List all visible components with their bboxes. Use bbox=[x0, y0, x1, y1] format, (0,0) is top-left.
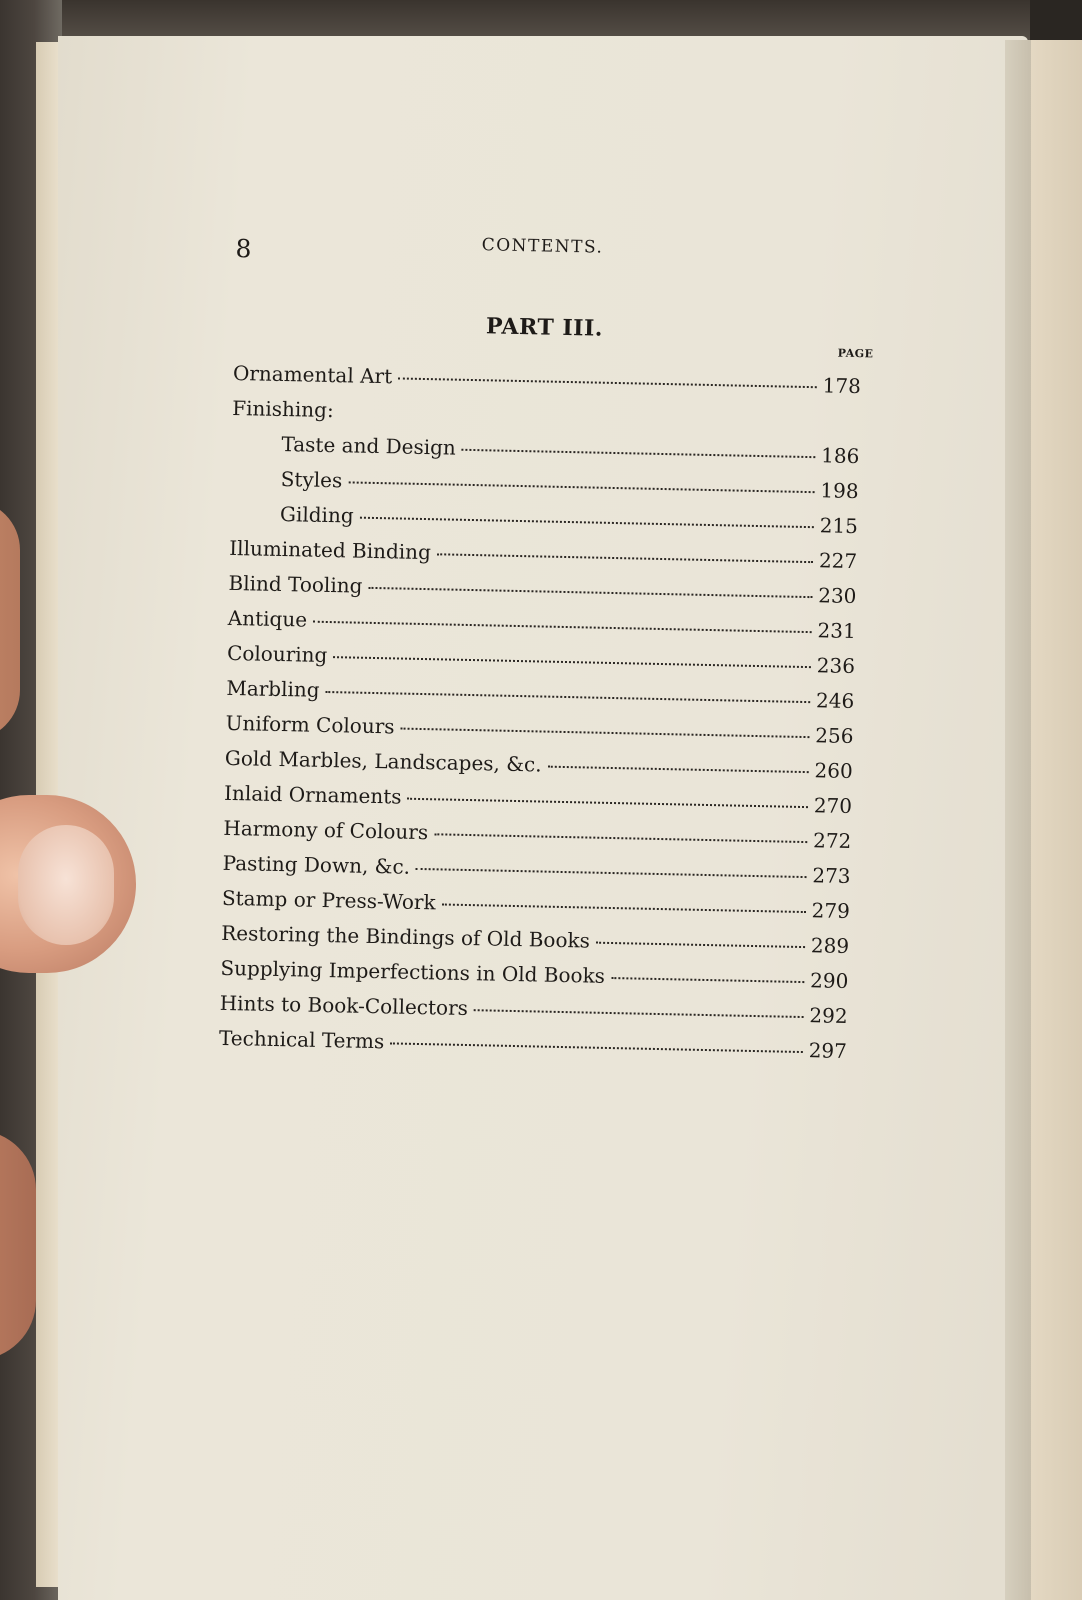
toc-entry-label: Supplying Imperfections in Old Books bbox=[220, 955, 606, 988]
toc-leader-dots bbox=[398, 377, 817, 388]
toc-entry-label: Taste and Design bbox=[281, 432, 457, 460]
toc-entry-label: Technical Terms bbox=[218, 1025, 385, 1054]
toc-entry-label: Antique bbox=[227, 605, 308, 632]
toc-leader-dots bbox=[437, 553, 813, 563]
toc-leader-dots bbox=[407, 798, 807, 808]
toc-leader-dots bbox=[611, 977, 804, 983]
toc-entry-page: 290 bbox=[809, 968, 849, 993]
toc-leader-dots bbox=[400, 728, 809, 739]
toc-entry-page: 297 bbox=[808, 1038, 848, 1063]
toc-entry-page: 246 bbox=[815, 688, 855, 714]
page-column-label: PAGE bbox=[837, 346, 874, 361]
toc-leader-dots bbox=[390, 1042, 802, 1053]
toc-entry-label: Stamp or Press-Work bbox=[221, 885, 436, 915]
toc-entry-page: 230 bbox=[817, 583, 857, 609]
toc-entry-page: 270 bbox=[813, 793, 853, 819]
bleed-through-text bbox=[268, 1055, 903, 1346]
toc-entry-label: Finishing: bbox=[231, 395, 334, 423]
toc-entry-page: 292 bbox=[809, 1003, 848, 1028]
toc-leader-dots bbox=[360, 517, 814, 529]
toc-entry-page: 279 bbox=[811, 898, 851, 924]
toc-entry-label: Harmony of Colours bbox=[223, 815, 429, 845]
toc-entry-label: Uniform Colours bbox=[225, 710, 395, 739]
toc-leader-dots bbox=[548, 766, 809, 773]
toc-entry-page: 178 bbox=[822, 373, 862, 399]
toc-entry-label: Inlaid Ornaments bbox=[223, 780, 402, 809]
toc-entry-label: Gilding bbox=[279, 501, 354, 528]
toc-entry-page: 273 bbox=[812, 863, 851, 889]
toc-leader-dots bbox=[348, 481, 814, 493]
toc-entry-page: 227 bbox=[818, 548, 858, 574]
toc-entry-page: 198 bbox=[820, 478, 859, 504]
toc-entry-page: 256 bbox=[815, 723, 854, 749]
toc-leader-dots bbox=[442, 903, 806, 913]
toc-entry-page: 186 bbox=[820, 443, 860, 469]
toc-entry-label: Colouring bbox=[226, 640, 328, 668]
toc-leader-dots bbox=[434, 833, 807, 843]
running-head-title: CONTENTS. bbox=[481, 235, 604, 258]
toc-entry-page: 289 bbox=[810, 933, 850, 958]
toc-entry-label: Blind Tooling bbox=[228, 570, 363, 598]
toc-entry-label: Gold Marbles, Landscapes, &c. bbox=[224, 745, 542, 777]
toc-leader-dots bbox=[462, 449, 815, 458]
toc-entry-page: 215 bbox=[819, 513, 859, 539]
part-title: PART III. bbox=[485, 313, 604, 342]
toc-entry-label: Illuminated Binding bbox=[229, 535, 432, 565]
toc-leader-dots bbox=[333, 656, 810, 668]
toc-leader-dots bbox=[313, 621, 811, 633]
page-right-edge bbox=[1005, 40, 1031, 1600]
toc-entry-label: Pasting Down, &c. bbox=[222, 850, 411, 879]
thumbnail bbox=[18, 825, 114, 945]
page-number: 8 bbox=[235, 233, 252, 264]
toc-entry-label: Marbling bbox=[226, 675, 320, 702]
toc-entry-label: Ornamental Art bbox=[232, 360, 393, 389]
toc-entry-page: 272 bbox=[812, 828, 852, 854]
toc-leader-dots bbox=[416, 868, 806, 878]
toc-entry-label: Styles bbox=[280, 466, 343, 493]
toc-entry-label: Hints to Book-Collectors bbox=[219, 990, 469, 1021]
toc-entry-page: 260 bbox=[814, 758, 854, 784]
toc-leader-dots bbox=[326, 691, 810, 703]
toc-entry-page: 231 bbox=[817, 618, 856, 644]
table-of-contents bbox=[219, 356, 862, 1069]
toc-entry-page: 236 bbox=[816, 653, 856, 679]
toc-leader-dots bbox=[596, 942, 805, 948]
toc-leader-dots bbox=[368, 587, 812, 598]
toc-entry-label: Restoring the Bindings of Old Books bbox=[220, 920, 591, 953]
thumb-upper-shadow bbox=[0, 500, 20, 740]
toc-leader-dots bbox=[474, 1009, 804, 1018]
